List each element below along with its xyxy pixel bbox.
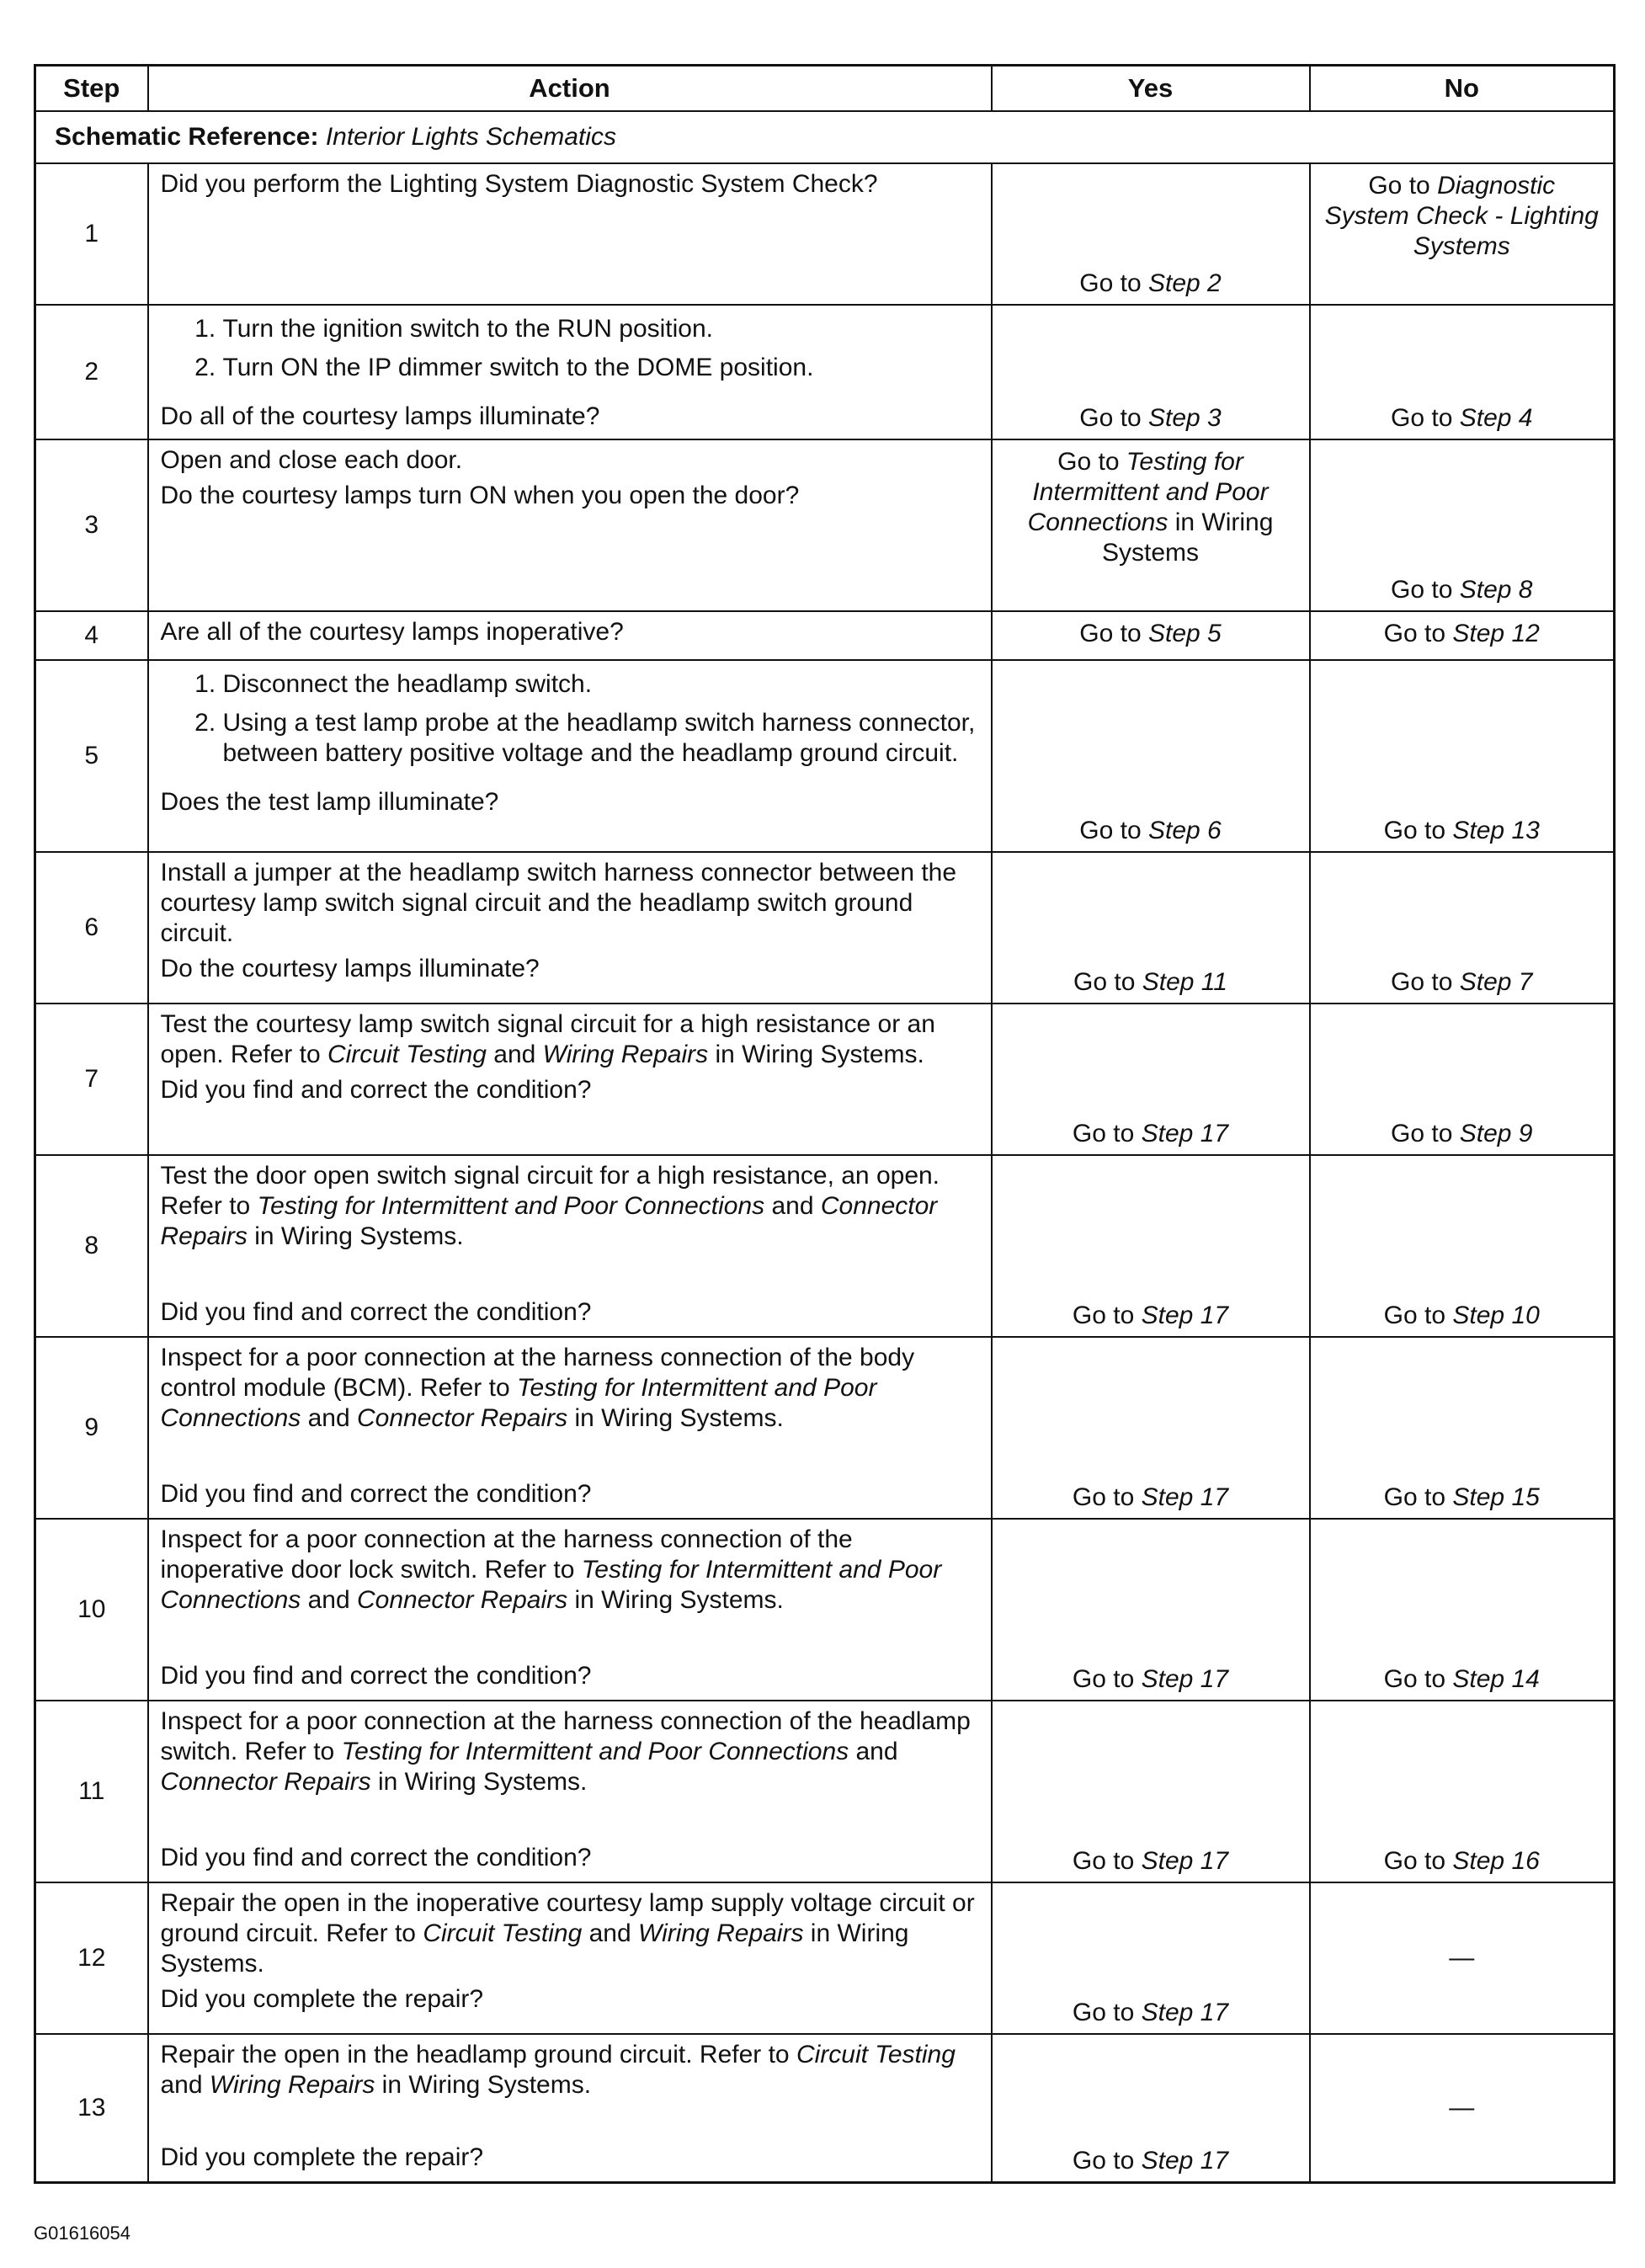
text-run: Go to xyxy=(1079,269,1148,297)
text-run: and xyxy=(849,1738,898,1765)
italic-reference: Wiring Repairs xyxy=(209,2071,375,2099)
text-run: Go to xyxy=(1383,620,1453,647)
action-text xyxy=(161,1161,979,1252)
text-run: Did you complete the repair? xyxy=(160,2143,484,2171)
yes-result-text xyxy=(1079,817,1221,844)
text-run: in Wiring Systems. xyxy=(567,1586,784,1614)
yes-result-text xyxy=(1079,620,1221,647)
text-run: Does the test lamp illuminate? xyxy=(160,788,499,816)
action-cell xyxy=(148,660,992,852)
text-run: in Wiring Systems. xyxy=(370,1768,588,1796)
schematic-reference-value: Interior Lights Schematics xyxy=(325,123,616,151)
italic-reference: Step 7 xyxy=(1459,968,1533,996)
action-question xyxy=(161,1297,979,1328)
yes-result-cell xyxy=(992,1004,1310,1155)
action-question xyxy=(161,481,979,511)
text-run: Inspect for a poor connection at the harness connection of the inoperative door lock switch. Refer to xyxy=(160,1525,853,1584)
yes-result-text xyxy=(1073,1120,1228,1147)
italic-reference: Testing for Intermittent and Poor Connections xyxy=(1027,448,1269,536)
schematic-reference-label: Schematic Reference: xyxy=(55,123,319,151)
text-run: in Wiring Systems. xyxy=(708,1041,924,1068)
italic-reference: Circuit Testing xyxy=(327,1041,487,1068)
text-run: Test the door open switch signal circuit for a high resistance, an open. Refer to xyxy=(160,1162,940,1220)
action-question xyxy=(161,402,979,432)
no-result-cell xyxy=(1310,852,1615,1004)
action-step-item: 1. Disconnect the headlamp switch. xyxy=(223,669,979,700)
text-run: Go to xyxy=(1391,404,1460,432)
italic-reference: Circuit Testing xyxy=(423,1919,583,1947)
text-run: Go to xyxy=(1072,1120,1142,1147)
step-number: 10 xyxy=(35,1519,148,1701)
italic-reference: Step 10 xyxy=(1452,1302,1540,1329)
step-number: 1 xyxy=(35,163,148,305)
italic-reference: Step 11 xyxy=(1142,968,1227,996)
italic-reference: Step 8 xyxy=(1459,576,1533,604)
yes-result-cell xyxy=(992,439,1310,611)
italic-reference: Connector Repairs xyxy=(357,1586,568,1614)
italic-reference: Step 12 xyxy=(1452,620,1540,647)
not-applicable-dash: — xyxy=(1449,2093,1475,2122)
yes-result-text xyxy=(1073,1847,1228,1875)
step-number: 9 xyxy=(35,1337,148,1519)
action-text xyxy=(161,858,979,949)
text-run: in Wiring Systems. xyxy=(375,2071,592,2099)
italic-reference: Step 13 xyxy=(1452,817,1540,844)
text-run: in Wiring Systems. xyxy=(247,1222,464,1250)
text-run: Go to xyxy=(1391,1120,1460,1147)
yes-result-text xyxy=(1079,404,1221,432)
no-result-text xyxy=(1449,2094,1474,2122)
no-result-text xyxy=(1384,1847,1540,1875)
text-run: Do the courtesy lamps illuminate? xyxy=(160,955,540,982)
text-run: Go to xyxy=(1057,448,1126,476)
action-step-item: 2. Turn ON the IP dimmer switch to the DOME position. xyxy=(223,353,979,383)
action-cell xyxy=(148,1519,992,1701)
text-run: Go to xyxy=(1383,817,1453,844)
italic-reference: Step 17 xyxy=(1141,1847,1229,1875)
text-run: Go to xyxy=(1383,1483,1453,1511)
text-run: Go to xyxy=(1079,620,1148,647)
step-number: 2 xyxy=(35,305,148,439)
step-row xyxy=(35,439,1615,611)
action-question xyxy=(161,1843,979,1873)
text-run: Do the courtesy lamps turn ON when you open the door? xyxy=(160,482,800,509)
text-run: and xyxy=(764,1192,821,1220)
action-cell xyxy=(148,163,992,305)
text-run: in Wiring Systems. xyxy=(160,1919,909,1978)
action-text xyxy=(161,1525,979,1616)
text-run: Go to xyxy=(1079,817,1148,844)
italic-reference: Connector Repairs xyxy=(357,1404,568,1432)
text-run: Go to xyxy=(1072,1999,1142,2026)
text-run: Inspect for a poor connection at the harness connection of the body control module (BCM). Refer to xyxy=(160,1344,915,1402)
header-yes: Yes xyxy=(992,66,1310,112)
italic-reference: Step 6 xyxy=(1147,817,1222,844)
no-result-cell xyxy=(1310,163,1615,305)
action-text xyxy=(161,169,979,200)
no-result-text xyxy=(1391,404,1532,432)
no-result-text xyxy=(1384,1302,1540,1329)
step-number: 12 xyxy=(35,1882,148,2034)
text-run: and xyxy=(301,1586,358,1614)
text-run: Did you find and correct the condition? xyxy=(160,1076,592,1104)
text-run: Did you find and correct the condition? xyxy=(160,1298,592,1326)
action-text xyxy=(161,617,979,647)
no-result-cell xyxy=(1310,611,1615,660)
action-question xyxy=(161,787,979,817)
step-row xyxy=(35,305,1615,439)
italic-reference: Step 14 xyxy=(1452,1665,1540,1693)
text-run: Open and close each door. xyxy=(160,446,463,474)
text-run: Go to xyxy=(1383,1847,1453,1875)
italic-reference: Step 17 xyxy=(1141,1120,1229,1147)
no-result-cell xyxy=(1310,1004,1615,1155)
text-run: Did you find and correct the condition? xyxy=(160,1480,592,1508)
text-run: in Wiring Systems xyxy=(1101,508,1274,567)
italic-reference: Step 2 xyxy=(1147,269,1222,297)
step-row xyxy=(35,611,1615,660)
no-result-cell xyxy=(1310,305,1615,439)
yes-result-cell xyxy=(992,163,1310,305)
step-row xyxy=(35,1882,1615,2034)
no-result-cell xyxy=(1310,660,1615,852)
italic-reference: Step 17 xyxy=(1141,1665,1229,1693)
text-run: Install a jumper at the headlamp switch harness connector between the courtesy lamp switch signal circuit and the headlamp switch ground circuit. xyxy=(160,859,957,947)
text-run: and xyxy=(301,1404,358,1432)
italic-reference: Step 15 xyxy=(1452,1483,1540,1511)
text-run: Did you complete the repair? xyxy=(160,1985,484,2013)
text-run: Go to xyxy=(1072,1483,1142,1511)
no-result-text xyxy=(1391,576,1532,604)
figure-id: G01616054 xyxy=(34,2223,130,2244)
text-run: Go to xyxy=(1383,1665,1453,1693)
action-question xyxy=(161,1661,979,1691)
text-run: Did you find and correct the condition? xyxy=(160,1844,592,1871)
italic-reference: Wiring Repairs xyxy=(638,1919,804,1947)
text-run: Repair the open in the headlamp ground circuit. Refer to xyxy=(160,2041,796,2068)
italic-reference: Step 17 xyxy=(1141,2146,1229,2175)
action-cell xyxy=(148,1155,992,1337)
step-number: 6 xyxy=(35,852,148,1004)
step-row xyxy=(35,1004,1615,1155)
italic-reference: Step 4 xyxy=(1459,404,1533,432)
action-text xyxy=(161,1009,979,1070)
action-text xyxy=(161,1343,979,1434)
text-run: Inspect for a poor connection at the harness connection of the headlamp switch. Refer to xyxy=(160,1707,971,1765)
no-result-text xyxy=(1449,1944,1474,1972)
action-text xyxy=(161,1706,979,1797)
text-run: and xyxy=(582,1919,639,1947)
action-cell xyxy=(148,1337,992,1519)
action-cell xyxy=(148,1701,992,1882)
action-cell xyxy=(148,611,992,660)
no-result-text xyxy=(1391,968,1532,996)
yes-result-cell xyxy=(992,305,1310,439)
text-run: Repair the open in the inoperative courtesy lamp supply voltage circuit or ground circuit. Refer to xyxy=(160,1889,975,1947)
text-run: Did you find and correct the condition? xyxy=(160,1662,592,1690)
no-result-text xyxy=(1391,1120,1532,1147)
yes-result-cell xyxy=(992,1337,1310,1519)
step-row xyxy=(35,1337,1615,1519)
step-number: 13 xyxy=(35,2034,148,2182)
text-run: Test the courtesy lamp switch signal circuit for a high resistance or an open. Refer to xyxy=(160,1010,935,1068)
yes-result-cell xyxy=(992,2034,1310,2182)
text-run: Go to xyxy=(1079,404,1148,432)
action-text xyxy=(161,1888,979,1979)
action-steps-list xyxy=(161,669,979,777)
no-result-text xyxy=(1384,817,1540,844)
yes-result-text xyxy=(1073,1483,1228,1511)
yes-result-cell xyxy=(992,1701,1310,1882)
step-row xyxy=(35,1155,1615,1337)
yes-result-text xyxy=(1073,1665,1228,1693)
step-row xyxy=(35,1701,1615,1882)
italic-reference: Wiring Repairs xyxy=(542,1041,709,1068)
step-number: 7 xyxy=(35,1004,148,1155)
yes-result-cell xyxy=(992,1155,1310,1337)
no-result-cell xyxy=(1310,1701,1615,1882)
text-run: in Wiring Systems. xyxy=(567,1404,784,1432)
text-run: Go to xyxy=(1073,968,1142,996)
yes-result-text xyxy=(1073,1999,1228,2026)
action-cell xyxy=(148,305,992,439)
italic-reference: Step 3 xyxy=(1147,404,1222,432)
yes-result-cell xyxy=(992,611,1310,660)
yes-result-cell xyxy=(992,660,1310,852)
italic-reference: Connector Repairs xyxy=(160,1192,938,1250)
text-run: and xyxy=(486,1041,543,1068)
step-row xyxy=(35,660,1615,852)
text-run: Are all of the courtesy lamps inoperative? xyxy=(160,618,624,646)
yes-result-text xyxy=(1073,1302,1228,1329)
no-result-text xyxy=(1384,1483,1540,1511)
italic-reference: Testing for Intermittent and Poor Connections xyxy=(341,1738,849,1765)
text-run: Go to xyxy=(1391,968,1460,996)
italic-reference: Step 17 xyxy=(1141,1483,1229,1511)
yes-result-text xyxy=(1073,968,1227,996)
text-run: Go to xyxy=(1072,1665,1142,1693)
step-row xyxy=(35,2034,1615,2182)
action-question xyxy=(161,954,979,984)
step-number: 4 xyxy=(35,611,148,660)
no-result-text xyxy=(1384,620,1540,647)
not-applicable-dash: — xyxy=(1449,1944,1475,1972)
text-run: Go to xyxy=(1391,576,1460,604)
italic-reference: Testing for Intermittent and Poor Connections xyxy=(160,1374,877,1432)
no-result-text xyxy=(1384,1665,1540,1693)
action-cell xyxy=(148,1882,992,2034)
action-question xyxy=(161,1479,979,1509)
italic-reference: Connector Repairs xyxy=(160,1768,371,1796)
header-row xyxy=(35,66,1615,112)
step-row xyxy=(35,1519,1615,1701)
header-action: Action xyxy=(148,66,992,112)
no-result-cell xyxy=(1310,439,1615,611)
text-run: Go to xyxy=(1072,2146,1142,2175)
text-run: Go to xyxy=(1072,1302,1142,1329)
action-question xyxy=(161,1984,979,2015)
text-run: Do all of the courtesy lamps illuminate? xyxy=(160,402,600,430)
action-text xyxy=(161,445,979,476)
no-result-cell xyxy=(1310,1337,1615,1519)
schematic-reference xyxy=(35,111,1615,163)
schematic-reference-row xyxy=(35,111,1615,163)
no-result-cell xyxy=(1310,1155,1615,1337)
yes-result-cell xyxy=(992,852,1310,1004)
action-question xyxy=(161,1075,979,1105)
action-step-item: 2. Using a test lamp probe at the headlamp switch harness connector, between battery positive voltage and the headlamp ground circuit. xyxy=(223,708,979,769)
action-steps-list xyxy=(161,314,979,391)
diagnostic-table xyxy=(34,64,1616,2184)
step-row xyxy=(35,163,1615,305)
step-number: 11 xyxy=(35,1701,148,1882)
italic-reference: Circuit Testing xyxy=(796,2041,956,2068)
text-run: and xyxy=(160,2071,210,2099)
italic-reference: Step 17 xyxy=(1141,1999,1229,2026)
action-text xyxy=(161,2040,979,2100)
action-cell xyxy=(148,439,992,611)
italic-reference: Testing for Intermittent and Poor Connections xyxy=(257,1192,765,1220)
yes-result-text xyxy=(1073,2147,1228,2175)
header-step: Step xyxy=(35,66,148,112)
action-question xyxy=(161,2143,979,2173)
yes-result-cell xyxy=(992,1519,1310,1701)
step-row xyxy=(35,852,1615,1004)
text-run: Go to xyxy=(1383,1302,1453,1329)
no-result-cell xyxy=(1310,2034,1615,2182)
header-no: No xyxy=(1310,66,1615,112)
yes-result-cell xyxy=(992,1882,1310,2034)
action-step-item: 1. Turn the ignition switch to the RUN position. xyxy=(223,314,979,344)
action-cell xyxy=(148,852,992,1004)
italic-reference: Step 9 xyxy=(1459,1120,1533,1147)
yes-result-text xyxy=(1079,269,1221,297)
italic-reference: Diagnostic System Check - Lighting Systems xyxy=(1324,172,1599,260)
text-run: Did you perform the Lighting System Diagnostic System Check? xyxy=(160,170,878,198)
italic-reference: Step 5 xyxy=(1147,620,1222,647)
italic-reference: Testing for Intermittent and Poor Connections xyxy=(160,1556,942,1614)
italic-reference: Step 16 xyxy=(1452,1847,1540,1875)
text-run: Go to xyxy=(1072,1847,1142,1875)
diagnostic-table-container xyxy=(34,64,1613,2184)
no-result-text xyxy=(1325,172,1599,260)
no-result-cell xyxy=(1310,1519,1615,1701)
action-cell xyxy=(148,2034,992,2182)
yes-result-text xyxy=(1028,448,1274,567)
italic-reference: Step 17 xyxy=(1141,1302,1229,1329)
step-number: 5 xyxy=(35,660,148,852)
text-run: Go to xyxy=(1368,172,1438,200)
action-cell xyxy=(148,1004,992,1155)
step-number: 3 xyxy=(35,439,148,611)
no-result-cell xyxy=(1310,1882,1615,2034)
step-number: 8 xyxy=(35,1155,148,1337)
